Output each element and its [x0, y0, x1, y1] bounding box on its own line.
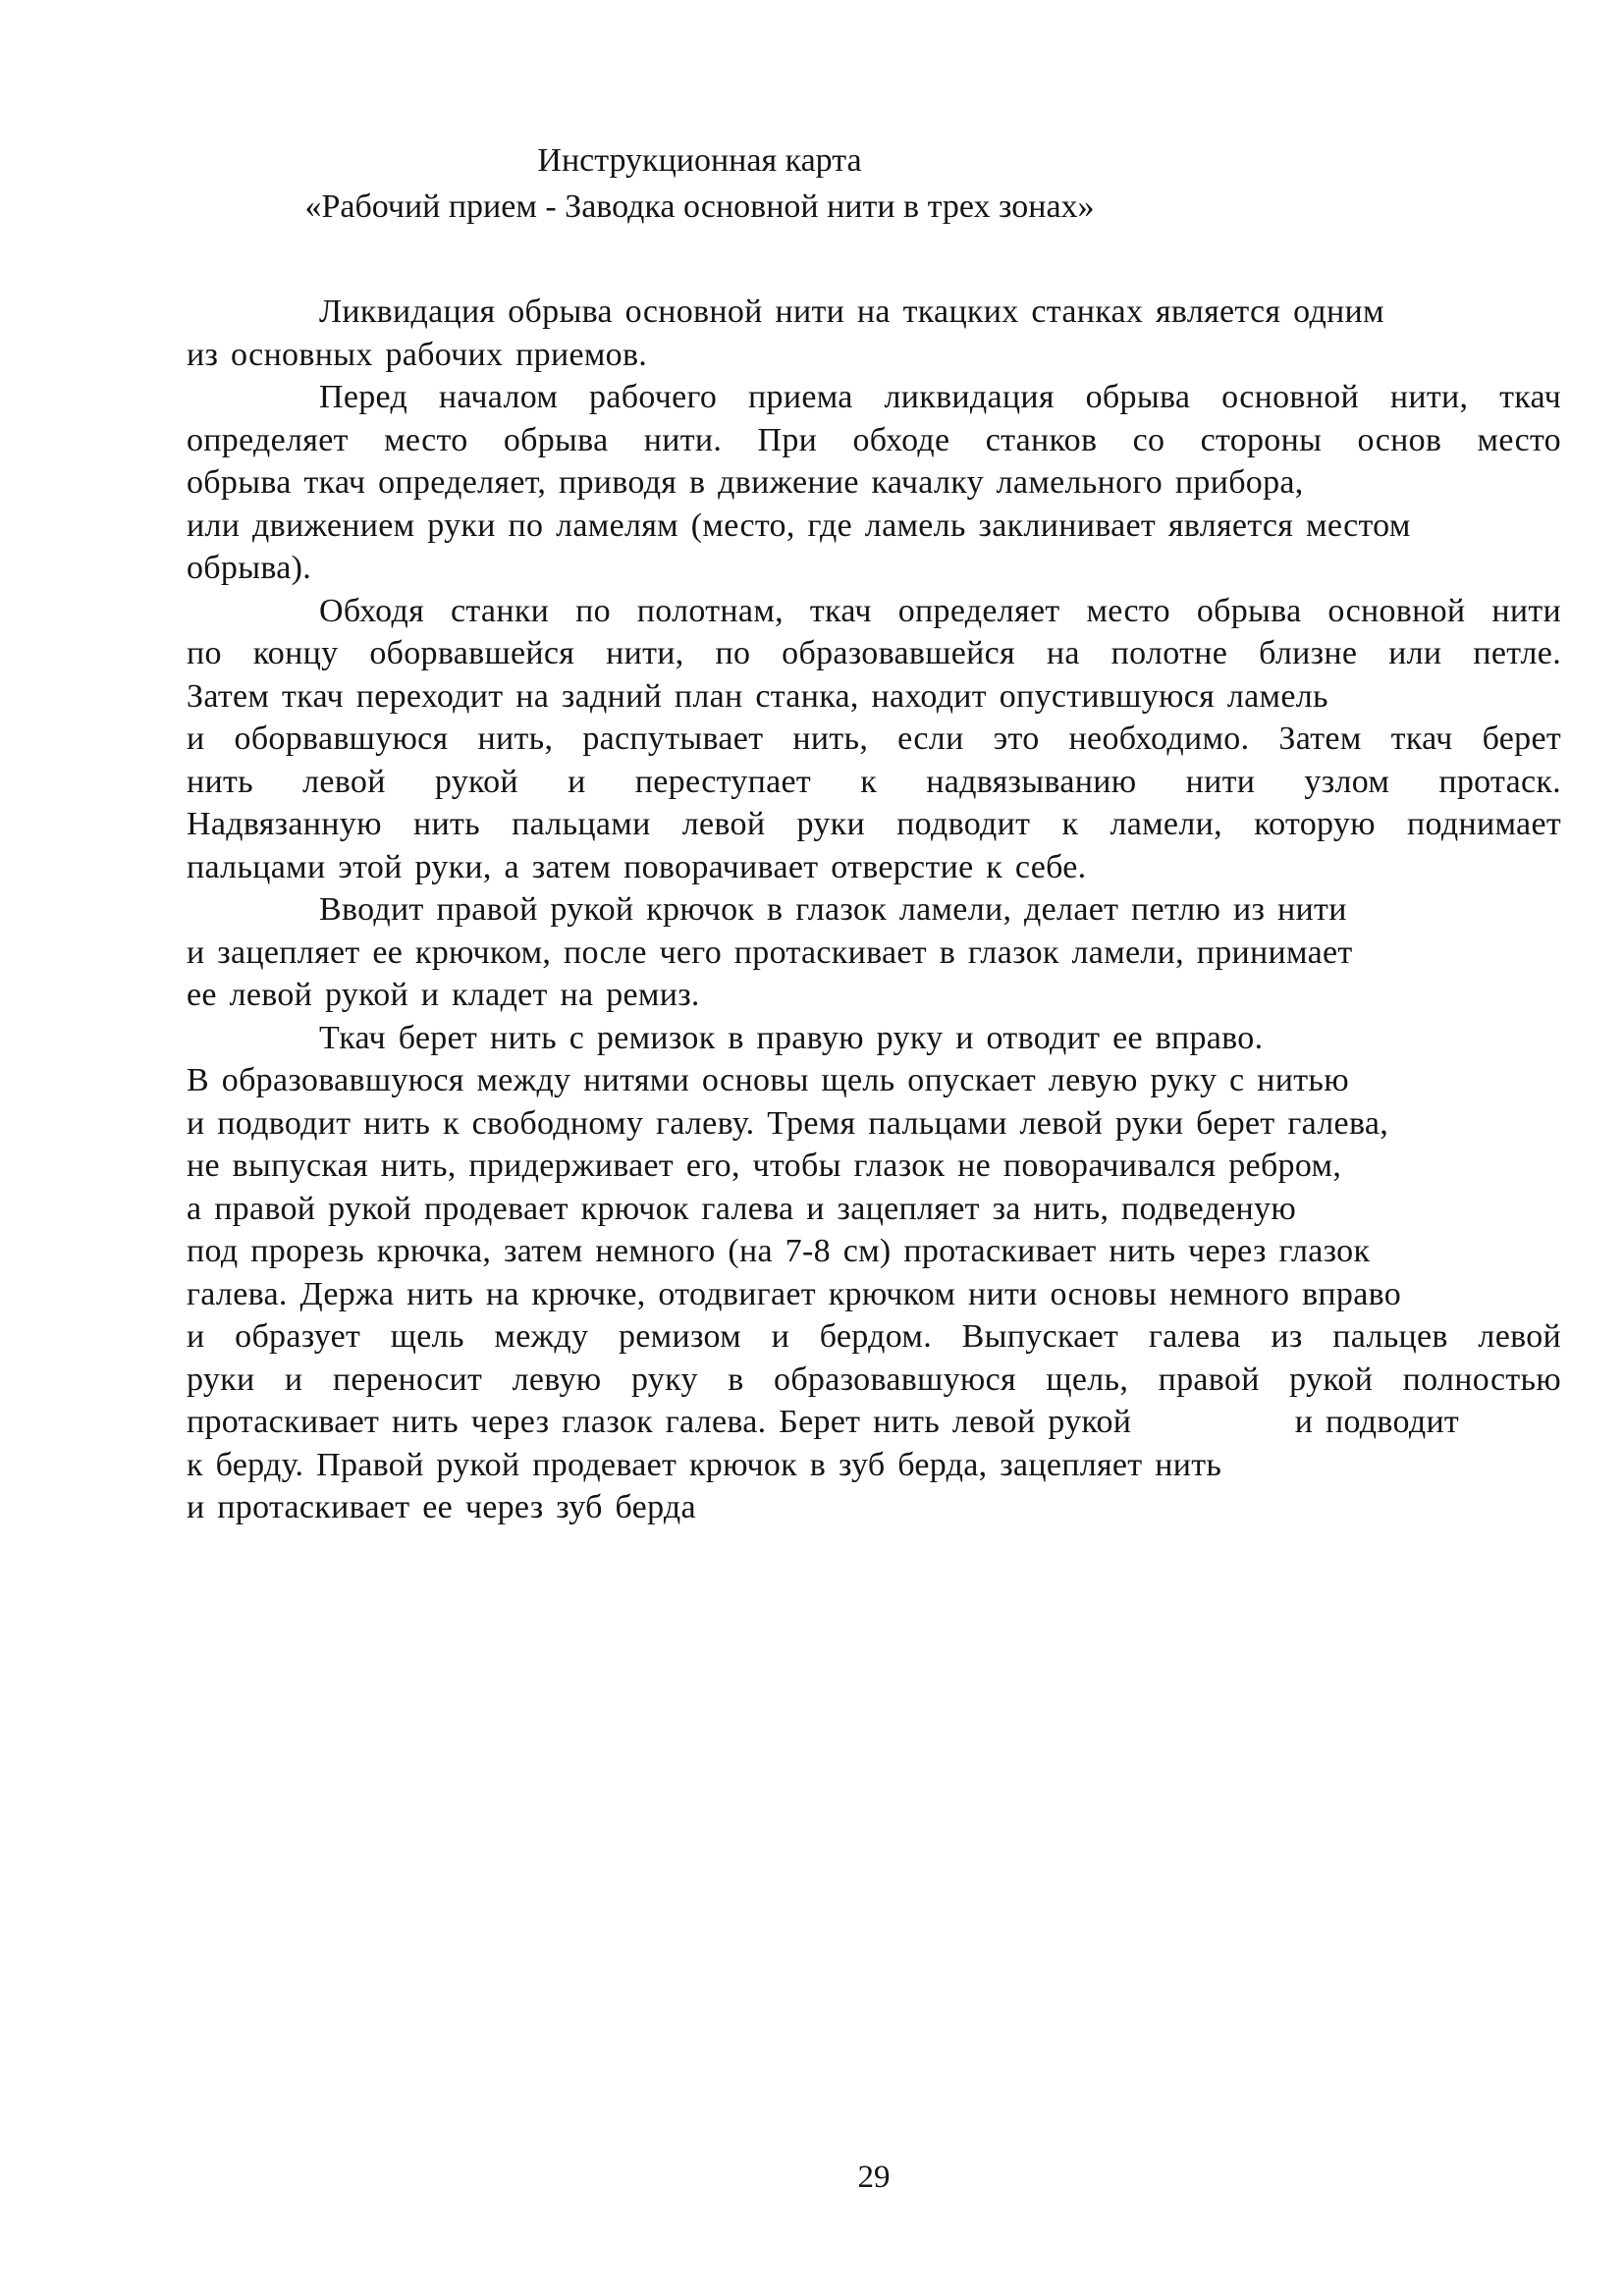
text-line: к берду. Правой рукой продевает крючок в зуб берда, зацепляет нить [187, 1446, 1222, 1483]
text-line: галева. Держа нить на крючке, отодвигает крючком нити основы немного вправо [187, 1275, 1402, 1312]
text-line: Вводит правой рукой крючок в глазок ламели, делает петлю из нити [319, 891, 1347, 928]
text-line: пальцами этой руки, а затем поворачивает отверстие к себе. [187, 848, 1087, 885]
text-line: нить левой рукой и переступает к надвязыванию нити узлом протаск. [187, 763, 1561, 800]
text-line: ее левой рукой и кладет на ремиз. [187, 977, 700, 1013]
text-line: и оборвавшуюся нить, распутывает нить, если это необходимо. Затем ткач берет [187, 721, 1561, 757]
text-line: определяет место обрыва нити. При обходе станков со стороны основ место [187, 421, 1561, 458]
text-line: руки и переносит левую руку в образовавшуюся щель, правой рукой полностью [187, 1361, 1561, 1398]
text-line: под прорезь крючка, затем немного (на 7-8 см) протаскивает нить через глазок [187, 1233, 1371, 1269]
document-subtitle: «Рабочий прием - Заводка основной нити в трех зонах» [304, 188, 1095, 225]
text-line: обрыва ткач определяет, приводя в движение качалку ламельного прибора, [187, 464, 1304, 501]
text-line: протаскивает нить через глазок галева. Берет нить левой рукой и подводит [187, 1404, 1460, 1440]
text-line: Ткач берет нить с ремизок в правую руку и отводит ее вправо. [319, 1019, 1264, 1056]
document-title: Инструкционная карта [537, 142, 862, 179]
text-line: Перед началом рабочего приема ликвидация обрыва основной нити, ткач [319, 379, 1561, 415]
text-line: Ликвидация обрыва основной нити на ткацких станках является одним [319, 294, 1384, 330]
text-line: Обходя станки по полотнам, ткач определяет место обрыва основной нити [319, 592, 1561, 629]
text-line: и образует щель между ремизом и бердом. Выпускает галева из пальцев левой [187, 1318, 1561, 1355]
text-line: обрыва). [187, 550, 312, 586]
text-line: и зацепляет ее крючком, после чего протаскивает в глазок ламели, принимает [187, 934, 1353, 971]
text-line: и протаскивает ее через зуб берда [187, 1489, 696, 1525]
text-line: или движением руки по ламелям (место, где ламель заклинивает является местом [187, 507, 1411, 544]
text-line: В образовавшуюся между нитями основы щель опускает левую руку с нитью [187, 1062, 1349, 1098]
document-body [187, 291, 1561, 1529]
text-line: и подводит нить к свободному галеву. Тремя пальцами левой руки берет галева, [187, 1104, 1389, 1142]
text-line: из основных рабочих приемов. [187, 336, 648, 373]
text-line: по концу оборвавшейся нити, по образовавшейся на полотне близне или петле. [187, 635, 1561, 671]
text-line: Затем ткач переходит на задний план станка, находит опустившуюся ламель [187, 677, 1328, 715]
page-number: 29 [857, 2160, 891, 2195]
text-line: не выпуская нить, придерживает его, чтобы глазок не поворачивался ребром, [187, 1148, 1342, 1184]
document-title-block [187, 137, 1213, 230]
text-line: а правой рукой продевает крючок галева и зацепляет за нить, подведеную [187, 1190, 1297, 1227]
text-line: Надвязанную нить пальцами левой руки подводит к ламели, которую поднимает [187, 806, 1561, 842]
